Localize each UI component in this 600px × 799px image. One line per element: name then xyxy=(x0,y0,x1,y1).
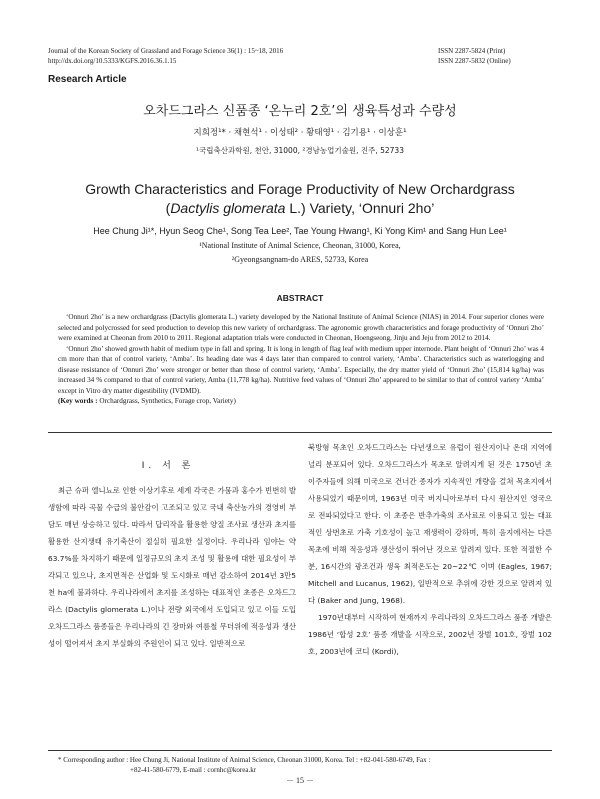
issn-print: ISSN 2287-5824 (Print) xyxy=(438,47,506,55)
abstract-body xyxy=(58,312,544,407)
issn-block xyxy=(438,47,511,66)
english-title-line1: Growth Characteristics and Forage Productivity of New Orchardgrass xyxy=(85,181,515,197)
keywords-label: (Key words : xyxy=(58,397,100,405)
section-heading: Ⅰ. 서 론 xyxy=(141,461,195,471)
page-number: － 15 － xyxy=(286,776,314,785)
species-name: Dactylis glomerata xyxy=(170,200,286,216)
journal-header xyxy=(48,47,283,66)
footnote-divider xyxy=(48,750,552,751)
body-column-right xyxy=(308,439,552,660)
journal-citation: Journal of the Korean Society of Grassland and Forage Science 36(1) : 15~18, 2016 xyxy=(48,47,284,55)
footnote xyxy=(58,755,548,775)
footnote-line: * Corresponding author : Hee Chung Ji, National Institute of Animal Science, Cheonan 31000, Korea. Tel : +82-041-580-6749, Fax : xyxy=(58,756,431,764)
korean-title: 오차드그라스 신품종 ‘온누리 2호’의 생육특성과 수량성 xyxy=(143,104,457,119)
abstract-paragraph: ‘Onnuri 2ho’ showed growth habit of medium type in fall and spring. It is long in length of flag leaf with medium upper internode. Plant height of ‘Onnuri 2ho’ was 4 cm more than that of control variety, ‘Amba’. Its heading date was 4 days later than compared to control variety, ‘Amba’. Characteristics such as waterlogging and disease resistance of ‘Onnuri 2ho’ were stronger or better than those of control variety, ‘Amba’. Especially, the dry matter yield of ‘Onnuri 2ho’ (15,814 kg/ha) was increased 34 % compared to that of control variety, Amba (11,778 kg/ha). Nutritive feed values of ‘Onnuri 2ho’ appeared to be similar to that of control variety ‘Amba’ except in Vitro dry matter digestibility (IVDMD). xyxy=(58,344,544,395)
footnote-line: +82-41-580-6779, E-mail : cornhc@korea.kr xyxy=(130,766,257,774)
abstract-paragraph: ‘Onnuri 2ho’ is a new orchardgrass (Dactylis glomerata L.) variety developed by the National Institute of Animal Science (NIAS) in 2014. Four superior clones were selected and polycrossed for seed production to develop this new variety of orchardgrass. The agronomic growth characteristics and forage productivity of ‘Onnuri 2ho’ were examined at Cheonan from 2010 to 2011. Regional adaptation trials were conducted in Cheonan, Hoengseong, Jinju and Jeju from 2012 to 2014. xyxy=(58,313,544,342)
title-paren: ( xyxy=(165,200,171,216)
english-title-line2 xyxy=(40,200,560,216)
title-rest: L.) Variety, ‘Onnuri 2ho’ xyxy=(285,200,435,216)
abstract-heading: ABSTRACT xyxy=(276,293,324,303)
issn-online: ISSN 2287-5832 (Online) xyxy=(438,56,511,65)
keywords xyxy=(58,396,544,407)
english-authors: Hee Chung Ji¹*, Hyun Seog Che¹, Song Tea Lee², Tae Young Hwang¹, Ki Yong Kim¹ and Sang Hun Lee¹ xyxy=(93,226,507,236)
body-paragraph: 최근 슈퍼 엘니뇨로 인한 이상기후로 세계 각국은 가뭄과 홍수가 빈번히 발생함에 따라 곡물 수급의 불안감이 고조되고 있고 국내 축산농가의 경영비 부담도 매년 상승하고 있다. 따라서 답리작을 활용한 양질 조사료 생산과 초지를 활용한 산지생태 유기축산이 절실히 필요한 실정이다. 우리나라 임야는 약 63.7%를 차지하기 때문에 일정규모의 초지 조성 및 활용에 대한 필요성이 부각되고 있으나, 초지면적은 산업화 및 도시화로 매년 감소하여 2014년 3만5천 ha에 불과하다. 우리나라에서 초지를 조성하는 대표적인 초종은 오차드그라스 (Dactylis glomerata L.)이나 전량 외국에서 도입되고 있고 이들 도입 오차드그라스 품종들은 우리나라의 긴 장마와 여름철 무더위에 적응성과 생산성이 떨어져서 초지 부실화의 주원인이 되고 있다. 일반적으로 xyxy=(48,486,296,648)
doi-link[interactable]: http://dx.doi.org/10.5333/KGFS.2016.36.1.15 xyxy=(48,56,177,65)
english-affiliation-1: ¹National Institute of Animal Science, Cheonan, 31000, Korea, xyxy=(199,241,401,250)
body-paragraph: 북방형 목초인 오차드그라스는 다년생으로 유럽이 원산지이나 온대 지역에 널리 분포되어 있다. 오차드그라스가 목초로 알려지게 된 것은 1750년 초 이주자들에 의해 미국으로 건너간 종자가 지속적인 개량을 걸쳐 목초지에서 사용되었기 때문이며, 1963년 미국 버지니아로부터 다시 원산지인 영국으로 전파되었다고 한다. 이 초종은 반추가축의 조사료로 이용되고 있는 대표적인 상번초로 가축 기호성이 높고 재생력이 강하며, 특히 음지에서는 다른 목초에 비해 적응성과 생산성이 뛰어난 것으로 알려져 있다. 또한 적절한 수분, 16시간의 광조건과 생육 최적온도는 20~22℃ 이며 (Eagles, 1967; Mitchell and Lucanus, 1962), 일반적으로 추위에 강한 것으로 알려져 있다 (Baker and Jung, 1968). xyxy=(308,443,552,605)
korean-affiliation: ¹국립축산과학원, 천안, 31000, ²경남농업기술원, 진주, 52733 xyxy=(196,146,404,155)
keywords-list: Orchardgrass, Synthetics, Forage crop, Variety) xyxy=(99,397,236,405)
english-affiliation-2: ²Gyeongsangnam-do ARES, 52733, Korea xyxy=(231,255,369,264)
body-paragraph: 1970년대부터 시작하여 현재까지 우리나라의 오차드그라스 품종 개발은 1986년 ‘합성 2호’ 품종 개발을 시작으로, 2002년 장벌 101호, 장벌 102호, 2003년에 코디 (Kordi), xyxy=(308,613,552,656)
divider xyxy=(48,432,552,433)
body-column-left xyxy=(48,482,296,652)
korean-authors: 지희정¹* · 채현석¹ · 이성태² · 황태영¹ · 김기용¹ · 이상훈¹ xyxy=(193,128,407,138)
article-type: Research Article xyxy=(48,74,127,85)
